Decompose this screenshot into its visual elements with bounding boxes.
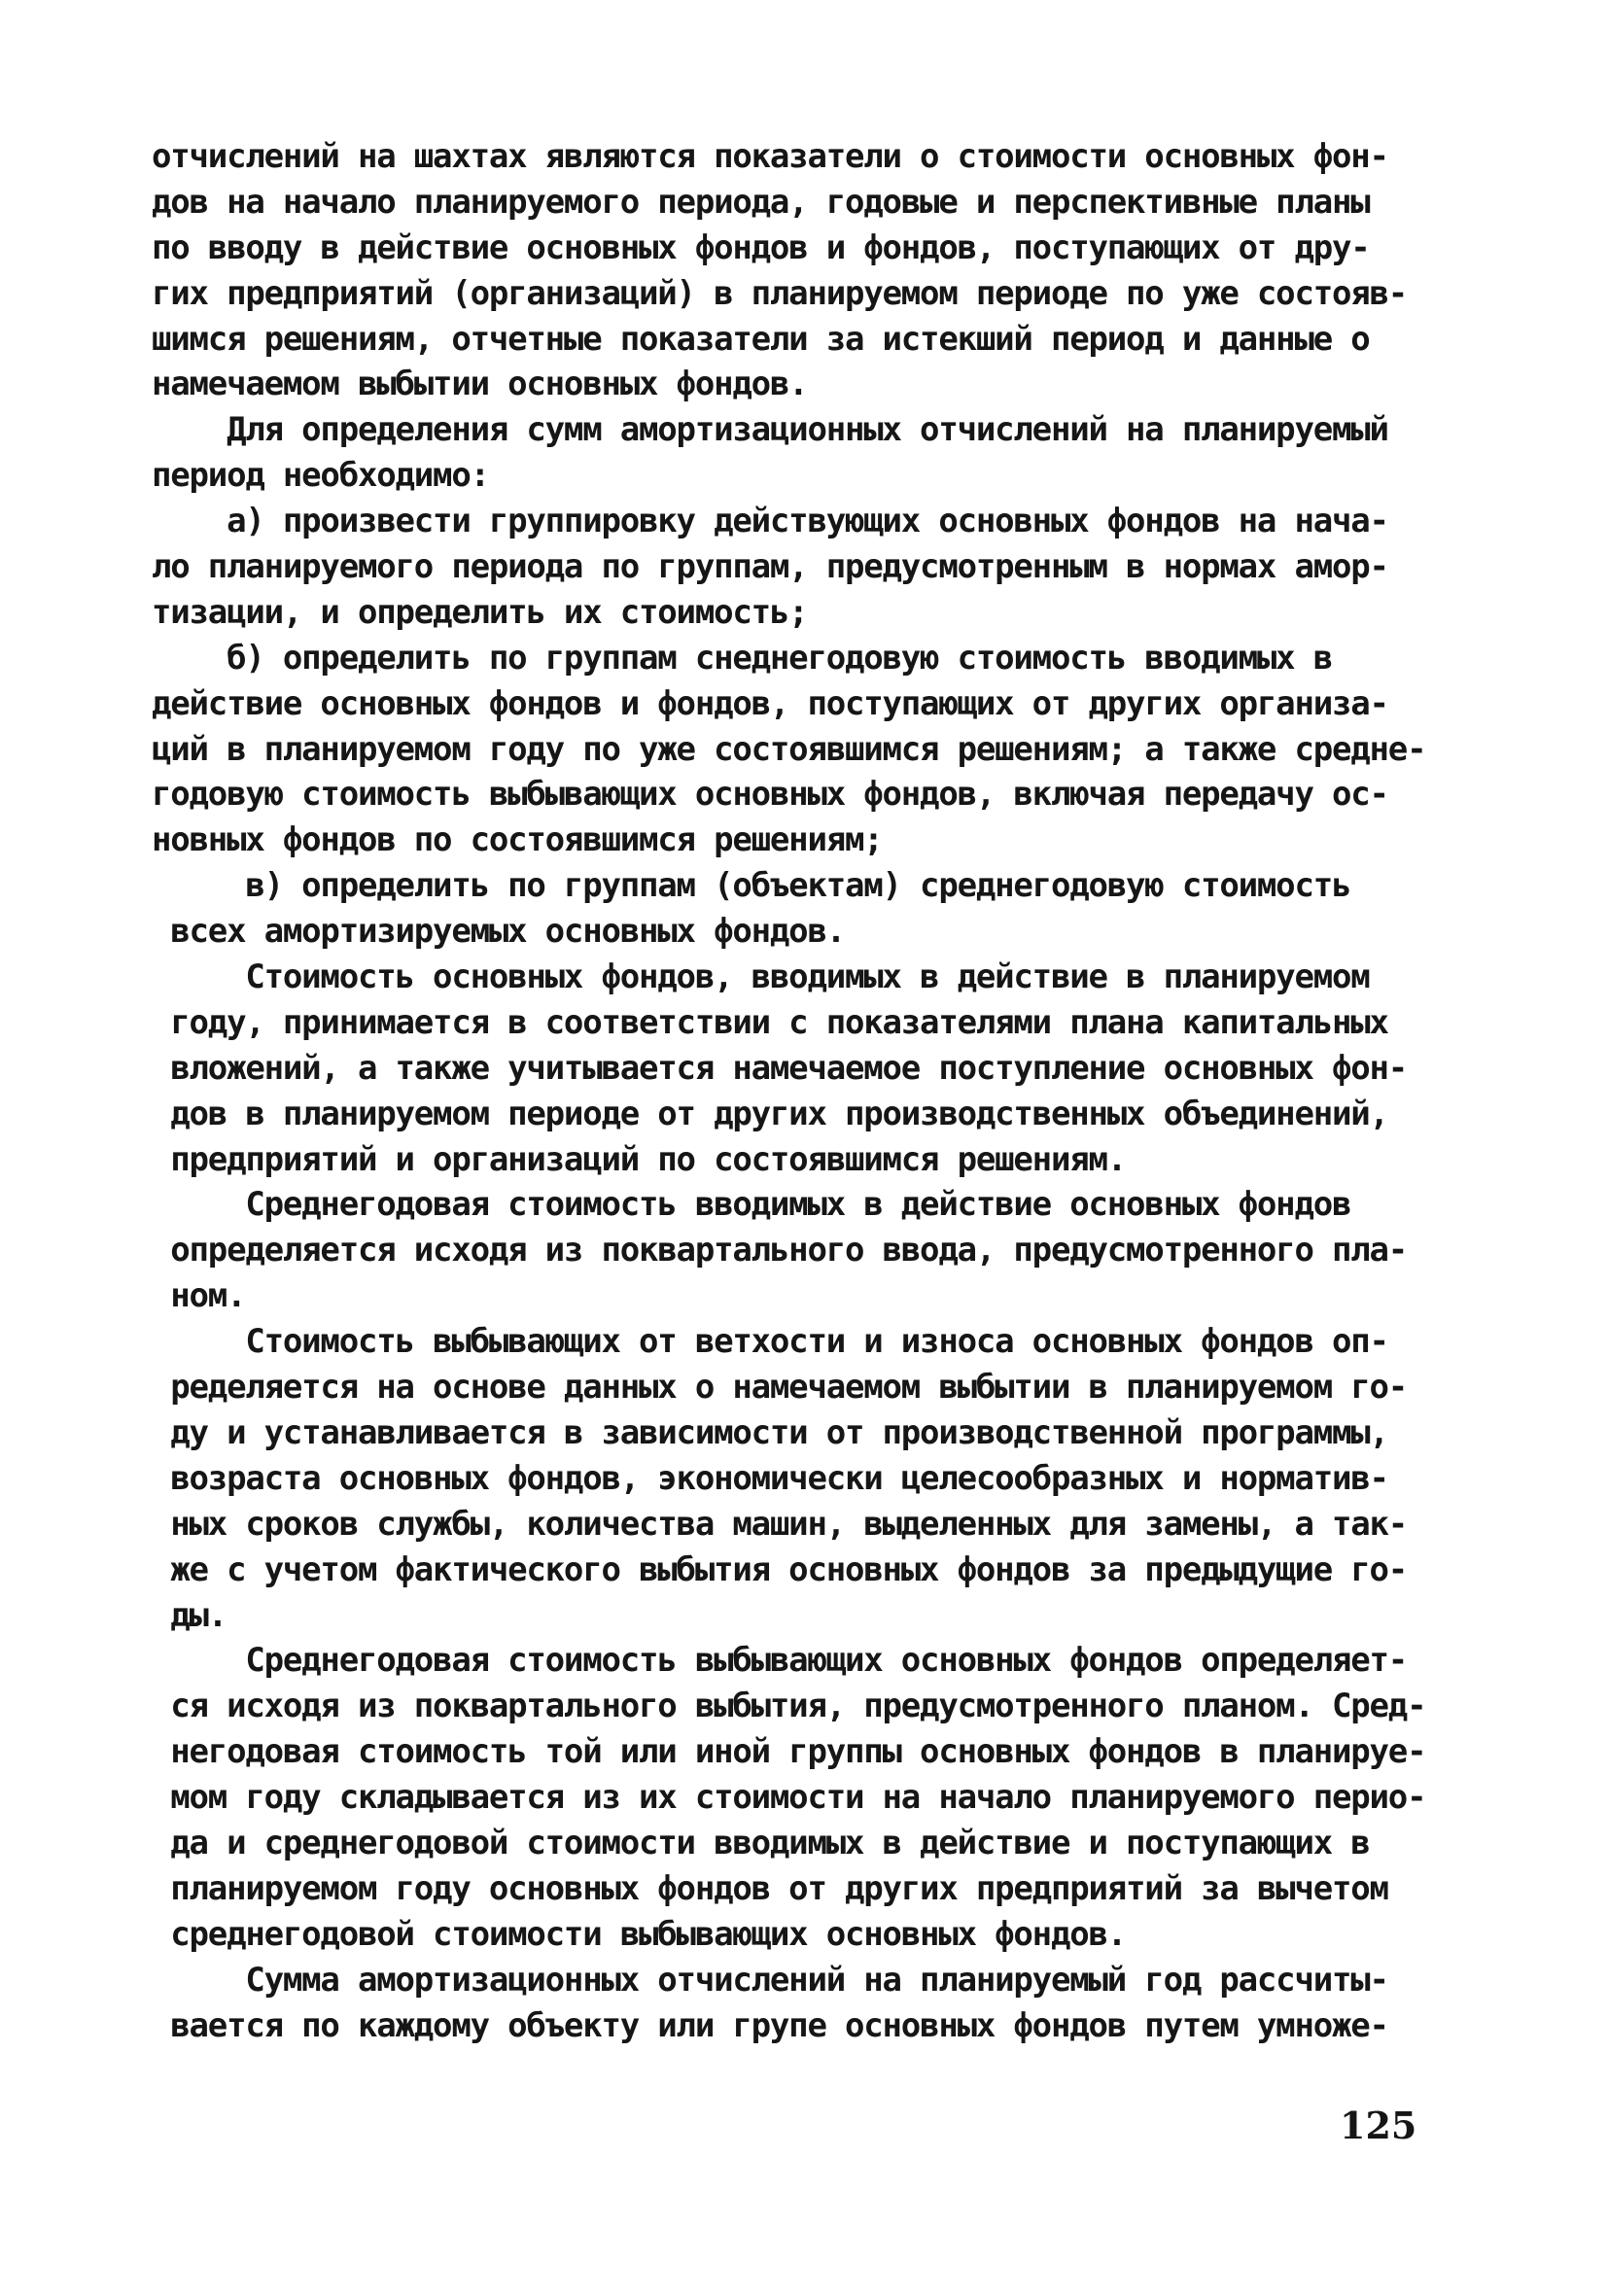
text-line: же с учетом фактического выбытия основных фондов за предыдущие го- [152,1549,1408,1589]
paragraph-p1 [152,134,1454,407]
text-line: ций в планируемом году по уже состоявшимся решениям; а также средне- [152,729,1426,769]
text-line: Среднегодовая стоимость выбывающих основных фондов определяет- [152,1641,1408,1681]
text-line: шимся решениям, отчетные показатели за истекший период и данные о [152,319,1370,359]
text-line: вложений, а также учитывается намечаемое поступление основных фон- [152,1048,1408,1088]
text-line: году, принимается в соответствии с показателями плана капитальных [152,1002,1388,1042]
text-line: Стоимость основных фондов, вводимых в действие в планируемом [152,957,1370,997]
paragraph-p10 [152,1958,1454,2049]
text-line: намечаемом выбытии основных фондов. [152,365,808,404]
text-line: мом году складывается из их стоимости на начало планируемого перио- [152,1778,1426,1818]
text-line: Сумма амортизационных отчислений на планируемый год рассчиты- [152,1960,1388,2000]
text-line: негодовая стоимость той или иной группы основных фондов в планируе- [152,1732,1426,1772]
text-line: ло планируемого периода по группам, предусмотренным в нормах амор- [152,547,1388,587]
paragraph-p3 [152,499,1454,636]
paragraph-p5 [152,863,1454,955]
text-line: ном. [152,1276,246,1316]
text-line: Стоимость выбывающих от ветхости и износа основных фондов оп- [152,1322,1388,1362]
text-line: дов на начало планируемого периода, годовые и перспективные планы [152,182,1370,222]
paragraph-p6 [152,955,1454,1182]
paragraph-p8 [152,1319,1454,1638]
text-line: да и среднегодовой стоимости вводимых в действие и поступающих в [152,1823,1370,1862]
paragraph-p7 [152,1182,1454,1319]
text-line: ся исходя из поквартального выбытия, предусмотренного планом. Сред- [152,1687,1426,1726]
text-line: ных сроков службы, количества машин, выделенных для замены, а так- [152,1504,1408,1544]
text-line: дов в планируемом периоде от других производственных объединений, [152,1094,1388,1133]
paragraph-p9 [152,1638,1454,1957]
text-line: новных фондов по состоявшимся решениям; [152,820,883,860]
text-line: планируемом году основных фондов от других предприятий за вычетом [152,1868,1388,1908]
text-line: вается по каждому объекту или групе основных фондов путем умноже- [152,2005,1388,2045]
text-line: а) произвести группировку действующих основных фондов на нача- [152,502,1388,541]
text-line: ды. [152,1595,227,1635]
text-line: Среднегодовая стоимость вводимых в действие основных фондов [152,1185,1351,1225]
text-line: определяется исходя из поквартального ввода, предусмотренного пла- [152,1231,1408,1270]
text-line: в) определить по группам (объектам) среднегодовую стоимость [152,866,1351,906]
text-line: предприятий и организаций по состоявшимся решениям. [152,1139,1127,1179]
text-line: период необходимо: [152,456,489,496]
text-line: по вводу в действие основных фондов и фондов, поступающих от дру- [152,227,1370,267]
page-number: 125 [1340,2104,1417,2147]
paragraph-p4 [152,636,1454,863]
text-line: ду и устанавливается в зависимости от производственной программы, [152,1412,1388,1452]
text-line: годовую стоимость выбывающих основных фондов, включая передачу ос- [152,775,1388,815]
text-line: среднегодовой стоимости выбывающих основных фондов. [152,1914,1127,1954]
text-line: возраста основных фондов, экономически целесообразных и норматив- [152,1458,1388,1498]
paragraph-p2 [152,407,1454,499]
text-line: ределяется на основе данных о намечаемом выбытии в планируемом го- [152,1368,1408,1408]
text-line: отчислений на шахтах являются показатели о стоимости основных фон- [152,137,1388,176]
text-line: б) определить по группам снеднегодовую стоимость вводимых в [152,638,1332,678]
text-line: гих предприятий (организаций) в планируемом периоде по уже состояв- [152,273,1408,313]
text-line: Для определения сумм амортизационных отчислений на планируемый [152,410,1388,450]
text-line: действие основных фондов и фондов, поступающих от других организа- [152,683,1388,723]
text-line: всех амортизируемых основных фондов. [152,912,845,952]
body-text [152,134,1454,2048]
text-line: тизации, и определить их стоимость; [152,592,808,632]
